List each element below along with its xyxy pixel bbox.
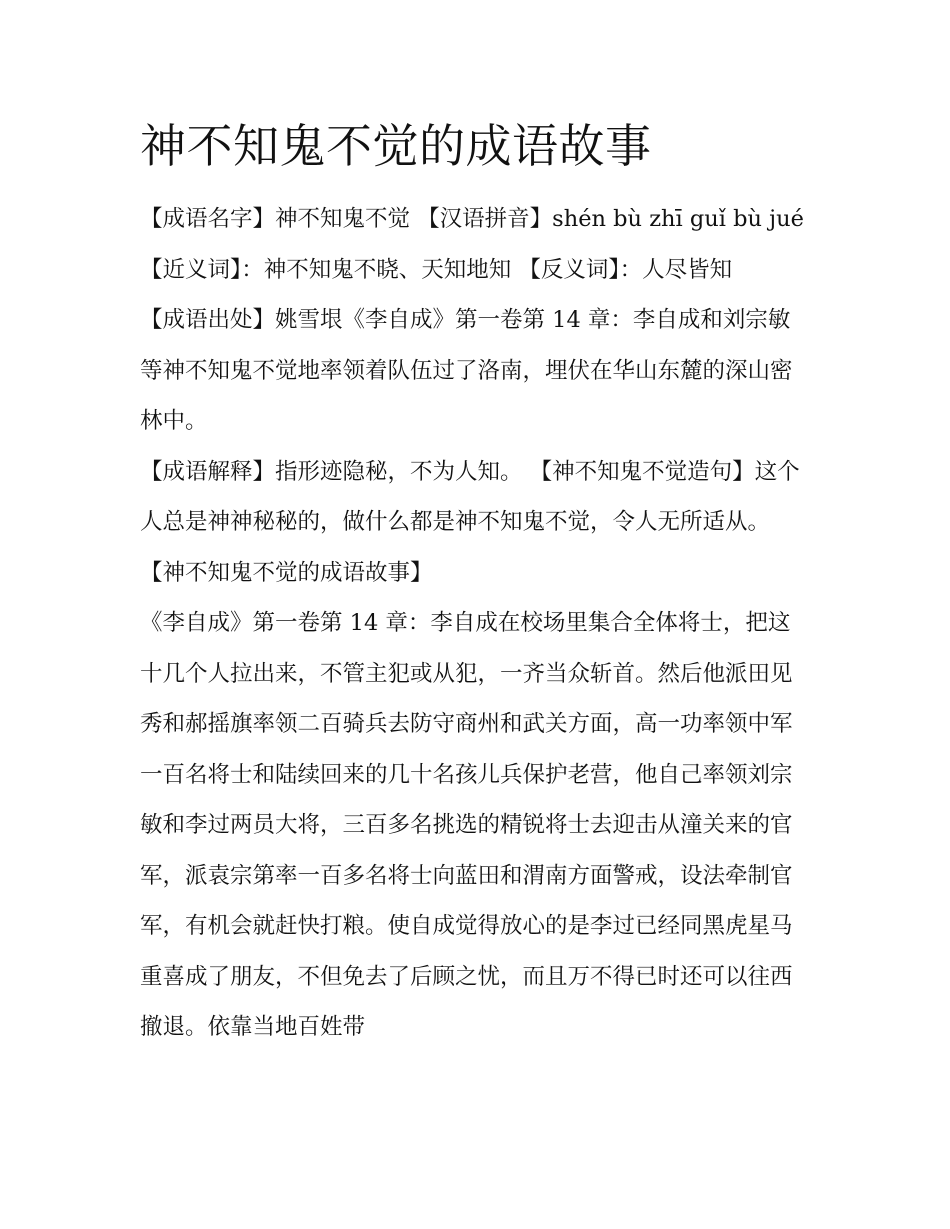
paragraph-idiom-info: 【成语名字】神不知鬼不觉 【汉语拼音】shén bù zhī guǐ bù jué 【近义词】：神不知鬼不晓、天知地知 【反义词】：人尽皆知 [140, 206, 804, 283]
paragraph-story: 《李自成》第一卷第 14 章：李自成在校场里集合全体将士，把这十几个人拉出来，不管主犯或从犯，一齐当众斩首。然后他派田见秀和郝摇旗率领二百骑兵去防守商州和武关方面，高一功率领中军一百名将士和陆续回来的几十名孩儿兵保护老营，他自己率领刘宗敏和李过两员大将，三百多名挑选的精锐将士去迎击从潼关来的官军，派袁宗第率一百多名将士向蓝田和渭南方面警戒，设法牵制官军，有机会就赶快打粮。使自成觉得放心的是李过已经同黑虎星马重喜成了朋友，不但免去了后顾之忧，而且万不得已时还可以往西撤退。依靠当地百姓带 [140, 610, 793, 1040]
paragraph-idiom-explanation: 【成语解释】指形迹隐秘，不为人知。 【神不知鬼不觉造句】这个人总是神神秘秘的，做什么都是神不知鬼不觉，令人无所适从。 【神不知鬼不觉的成语故事】 [140, 458, 800, 586]
paragraph-idiom-source: 【成语出处】姚雪垠《李自成》第一卷第 14 章：李自成和刘宗敏等神不知鬼不觉地率领着队伍过了洛南，埋伏在华山东麓的深山密林中。 [140, 307, 793, 434]
document-page [140, 116, 812, 1053]
document-title: 神不知鬼不觉的成语故事 [140, 119, 652, 173]
